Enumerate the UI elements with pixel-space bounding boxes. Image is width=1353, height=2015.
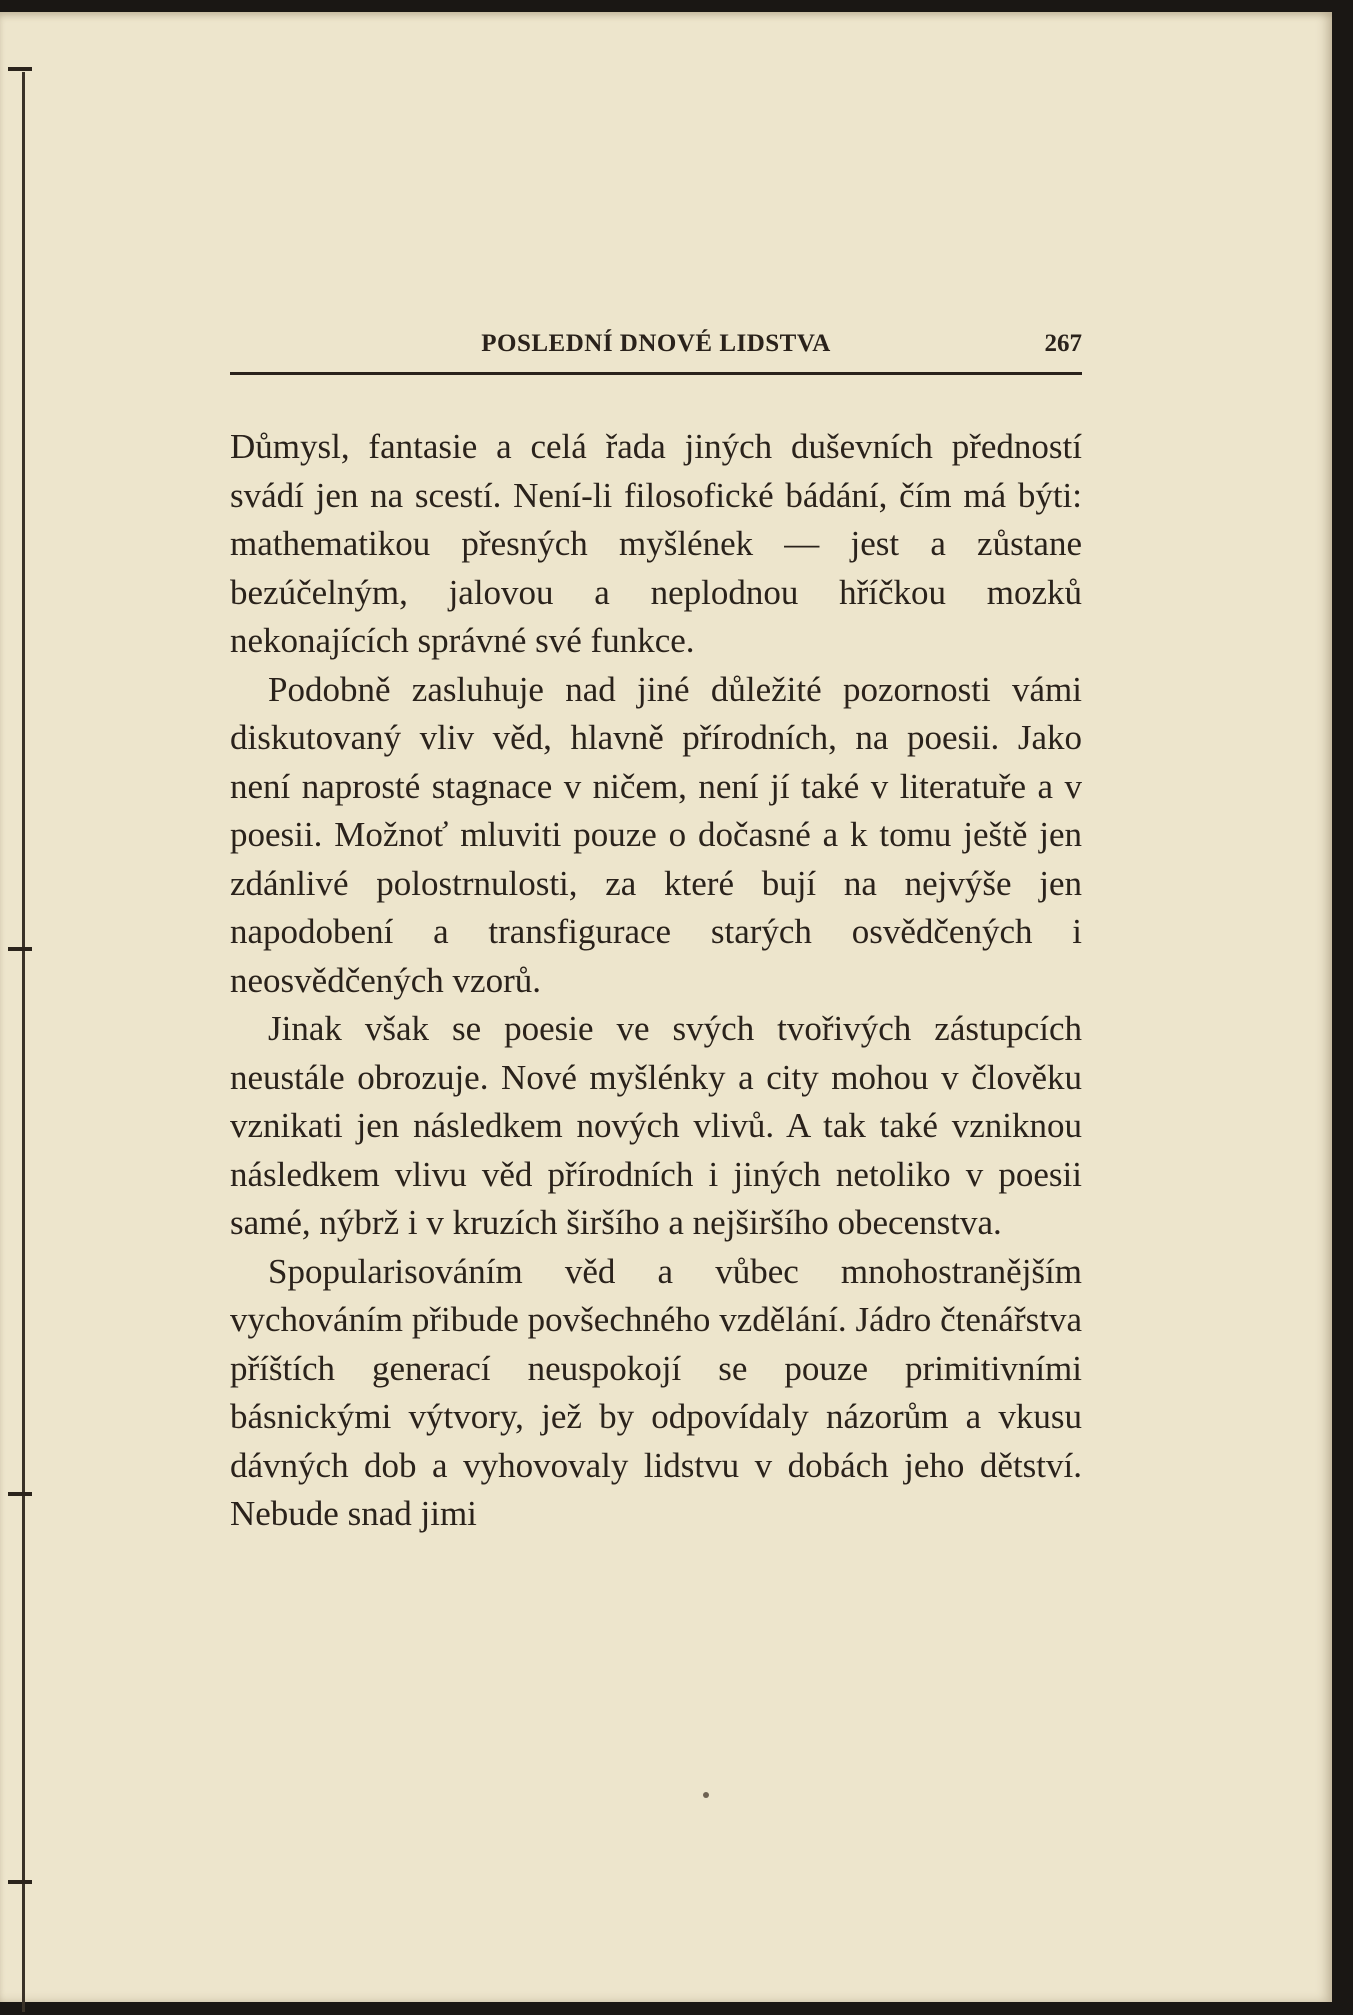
- book-page: [0, 12, 1332, 2002]
- gutter-mark: [8, 947, 32, 951]
- page-text-block: [230, 324, 1082, 1539]
- ink-speck: [703, 1792, 709, 1798]
- gutter-mark: [8, 1880, 32, 1884]
- body-text: [230, 423, 1082, 1539]
- gutter-mark: [8, 67, 32, 71]
- paragraph: Jinak však se poesie ve svých tvořivých zástupcích neustále obrozuje. Nové myšlénky a city mohou v člověku vznikati jen následkem nových vlivů. A tak také vzniknou následkem vlivu věd přírodních i jiných netoliko v poesii samé, nýbrž i v kruzích širšího a nejširšího obecenstva.: [230, 1009, 1082, 1242]
- running-title: POSLEDNÍ DNOVÉ LIDSTVA: [481, 330, 831, 357]
- page-number: 267: [1044, 330, 1082, 357]
- paragraph: Podobně zasluhuje nad jiné důležité pozornosti vámi diskutovaný vliv věd, hlavně přírodních, na poesii. Jako není naprosté stagnace v ničem, není jí také v literatuře a v poesii. Možnoť mluviti pouze o dočasné a k tomu ještě jen zdánlivé polostrnulosti, za které bují na nejvýše jen napodobení a transfigurace starých osvědčených i neosvědčených vzorů.: [230, 669, 1082, 1000]
- paragraph: Důmysl, fantasie a celá řada jiných duševních předností svádí jen na scestí. Není-li filosofické bádání, čím má býti: mathematikou přesných myšlének — jest a zůstane bezúčelným, jalovou a neplodnou hříčkou mozků nekonajících správné své funkce.: [230, 427, 1082, 660]
- binding-gutter: [22, 72, 25, 2012]
- running-header: [230, 324, 1082, 375]
- gutter-mark: [8, 1492, 32, 1496]
- paragraph: Spopularisováním věd a vůbec mnohostranějším vychováním přibude povšechného vzdělání. Jádro čtenářstva příštích generací neuspokojí se pouze primitivními básnickými výtvory, jež by odpovídaly názorům a vkusu dávných dob a vyhovovaly lidstvu v dobách jeho dětství. Nebude snad jimi: [230, 1251, 1082, 1533]
